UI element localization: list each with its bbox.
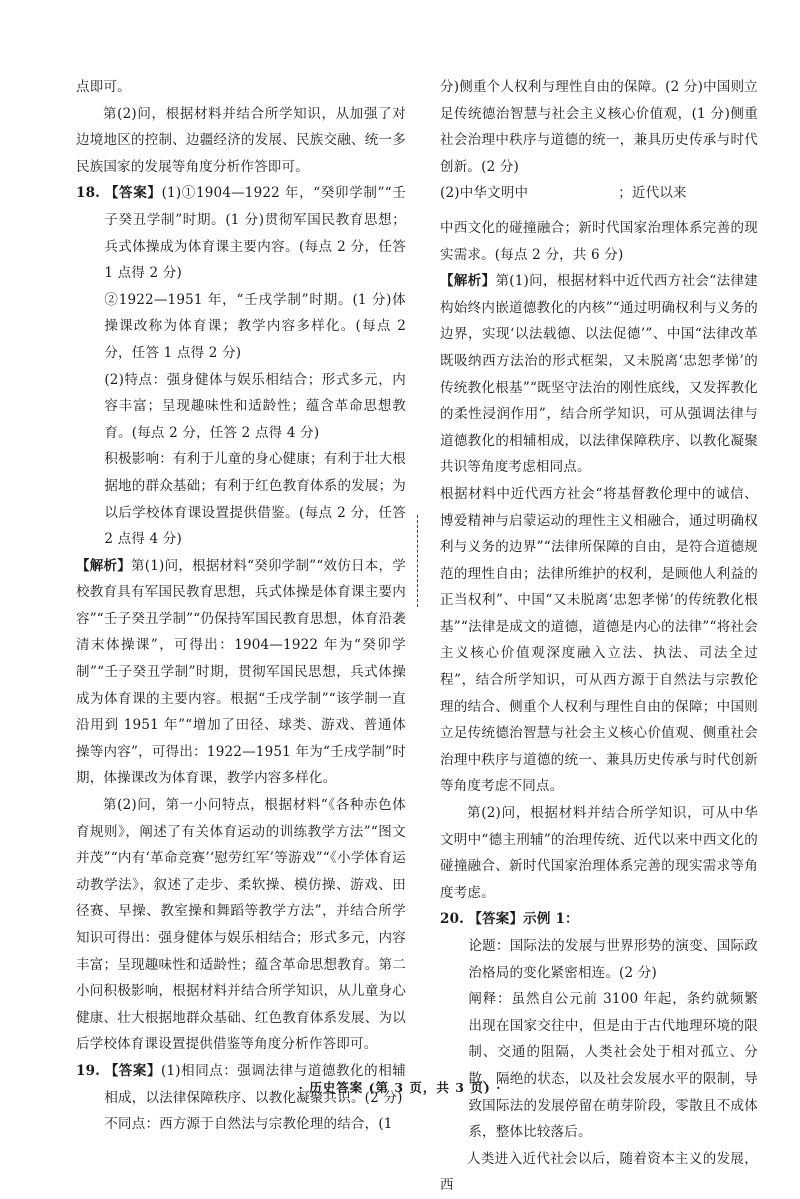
q18-answer-part4: 积极影响：有利于儿童的身心健康；有利于壮大根据地的群众基础；有利于红色教育体系的发展；为以后学校体育课设置提供借鉴。(每点 2 分，任答 2 点得 4 分) (104, 451, 406, 548)
q19-answer-part4: 中西文化的碰撞融合；新时代国家治理体系完善的现实需求。(每点 2 分，共 6 分) (440, 219, 758, 263)
q17-analysis-part2: 第(2)问，根据材料并结合所学知识，从加强了对边境地区的控制、边疆经济的发展、民族交融、统一多民族国家的发展等角度分析作答即可。 (76, 105, 406, 175)
q19-answer (76, 1058, 406, 1138)
q18-answer (76, 180, 406, 552)
q18-analysis-1: 【解析】第(1)问，根据材料“癸卯学制”“效仿日本，学校教育具有军国民教育思想，兵式体操是体育课主要内容”“壬子癸丑学制”“仍保持军国民教育思想，体育沿袭清末体操课”，可得出：1904—1922 年为“癸卯学制”“壬子癸丑学制”时期，贯彻军国民思想，兵式体操成为体育课的主要内容。根据“壬戌学制”“该学制一直沿用到 1951 年”“增加了田径、球类、游戏、普通体操等内容”，可得出：1922—1951 年为“壬戌学制”时期，体操课改为体育课，教学内容多样化。 (76, 557, 406, 787)
q19-answer-cont: 分)侧重个人权利与理性自由的保障。(2 分)中国则立足传统德治智慧与社会主义核心价值观，(1 分)侧重社会治理中秩序与道德的统一，兼具历史传承与时代创新。(2 分) (440, 79, 758, 175)
q20-elaboration-cont: 人类进入近代社会以后，随着资本主义的发展，西 (440, 1150, 758, 1194)
left-column (76, 74, 406, 1138)
q18-number: 18. (76, 185, 101, 202)
q19-number: 19. (76, 1062, 101, 1079)
page-footer: · 历史答案 (第 3 页，共 3 页) · (298, 1080, 502, 1095)
example-label: 示例 1： (523, 911, 579, 928)
answer-tag: 【答案】 (104, 185, 162, 202)
q19-answer-part2: 不同点：西方源于自然法与宗教伦理的结合，(1 (104, 1116, 393, 1133)
q18-answer-part2: ②1922—1951 年，“壬戌学制”时期。(1 分)体操课改称为体育课；教学内容多样化。(每点 2 分，任答 1 点得 2 分) (104, 291, 406, 361)
answer-tag: 【答案】 (104, 1062, 162, 1079)
q19-analysis-3: 第(2)问，根据材料并结合所学知识，可从中华文明中“德主刑辅”的治理传统、近代以来中西文化的碰撞融合、新时代国家治理体系完善的现实需求等角度考虑。 (440, 805, 758, 901)
q18-analysis-2: 第(2)问，第一小问特点，根据材料“《各种赤色体育规则》，阐述了有关体育运动的训练教学方法”“图文并茂”“内有‘革命竞赛’‘慰劳红军’等游戏”“《小学体育运动教学法》，叙述了走步、柔软操、模仿操、游戏、田径赛、早操、教室操和舞蹈等教学方法”，并结合所学知识可得出：强身健体与娱乐相结合；形式多元，内容丰富；呈现趣味性和适龄性；蕴含革命思想教育。第二小问积极影响，根据材料并结合所学知识，从儿童身心健康、壮大根据地群众基础、红色教育体系发展、为以后学校体育课设置提供借鉴等角度分析作答即可。 (76, 797, 406, 1053)
q20-thesis: 论题：国际法的发展与世界形势的演变、国际政治格局的变化紧密相连。(2 分) (468, 938, 758, 981)
q19-analysis-2: 根据材料中近代西方社会“将基督教伦理中的诚信、博爱精神与启蒙运动的理性主义相融合，通过明确权利与义务的边界”“法律所保障的自由，是符合道德规范的理性自由；法律所维护的权利，是顾他人利益的正当权利”、中国“又未脱离‘忠恕孝悌’的传统教化根基”“法律是成文的道德，道德是内心的法律”“将社会主义核心价值观深度融入立法、执法、司法全过程”，结合所学知识，可从西方源于自然法与宗教伦理的结合、侧重个人权利与理性自由的保障；中国则立足传统德治智慧与社会主义核心价值观、侧重社会治理中秩序与道德的统一、兼具历史传承与时代创新等角度考虑不同点。 (440, 485, 758, 795)
analysis-tag: 【解析】 (76, 557, 132, 574)
q19-answer-part1: (1)相同点：强调法律与道德教化的相辅相成，以法律保障秩序、以教化凝聚共识。(2 分) (104, 1062, 406, 1106)
q20-answer (440, 906, 758, 1145)
analysis-tag: 【解析】 (440, 273, 496, 290)
q20-elaboration: 阐释：虽然自公元前 3100 年起，条约就频繁出现在国家交往中，但是由于古代地理环境的限制、交通的阻隔，人类社会处于相对孤立、分散、隔绝的状态，以及社会发展水平的限制，导致国际法的发展停留在萌芽阶段，零散且不成体系，整体比较落后。 (468, 991, 758, 1141)
continued-answer-end: 点即可。 (76, 79, 131, 95)
q18-answer-part3: (2)特点：强身健体与娱乐相结合；形式多元，内容丰富；呈现趣味性和适龄性；蕴含革命思想教育。(每点 2 分，任答 2 点得 4 分) (104, 371, 406, 441)
column-divider (417, 515, 418, 607)
right-column (440, 74, 758, 1199)
q19-analysis-1: 【解析】第(1)问，根据材料中近代西方社会“法律建构始终内嵌道德教化的内核”“通过明确权利与义务的边界，实现‘以法载德、以法促德’”、中国“法律改革既吸纳西方法治的形式框架，又未脱离‘忠恕孝悌’的传统教化根基”“既坚守法治的刚性底线，又发挥教化的柔性浸润作用”，结合所学知识，可从强调法律与道德教化的相辅相成，以法律保障秩序、以教化凝聚共识等角度考虑相同点。 (440, 273, 758, 476)
q20-number: 20. (440, 911, 465, 928)
q18-answer-part1: (1)①1904—1922 年，“癸卯学制”“壬子癸丑学制”时期。(1 分)贯彻军国民教育思想；兵式体操成为体育课主要内容。(每点 2 分，任答 1 点得 2 分) (104, 185, 406, 282)
answer-tag: 【答案】 (468, 911, 524, 928)
q19-answer-part3: (2)中华文明中 ；近代以来 (440, 185, 687, 202)
